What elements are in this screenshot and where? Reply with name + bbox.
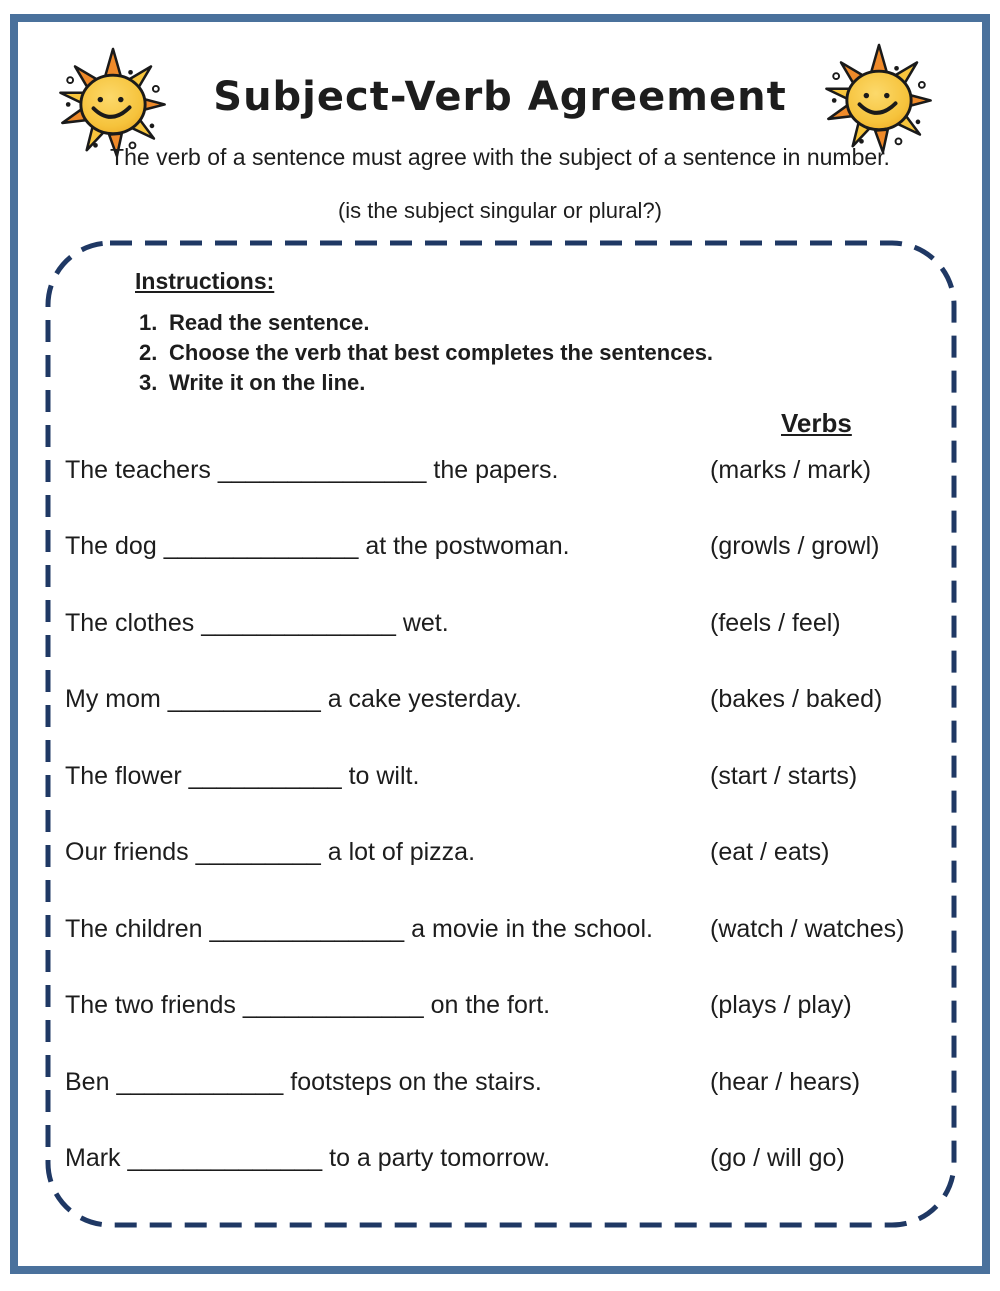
step-text: Read the sentence. bbox=[169, 310, 370, 335]
answer-blank[interactable]: _____________ bbox=[242, 991, 424, 1020]
verb-options: (watch / watches) bbox=[710, 914, 905, 943]
subtitle-rule: The verb of a sentence must agree with the subject of a sentence in number. bbox=[110, 144, 890, 170]
page-title: Subject-Verb Agreement bbox=[213, 74, 787, 120]
sentence-row bbox=[65, 585, 953, 662]
sentence-before: The two friends bbox=[65, 991, 236, 1020]
sentence-before: The dog bbox=[65, 532, 157, 561]
sentence-after: wet. bbox=[402, 608, 449, 637]
instructions-list bbox=[139, 308, 713, 398]
sentence-before: The teachers bbox=[65, 455, 211, 484]
sentence-text bbox=[65, 838, 710, 867]
sentence-text bbox=[65, 1144, 710, 1173]
sentence-after: a movie in the school. bbox=[411, 914, 653, 943]
answer-blank[interactable]: ______________ bbox=[201, 608, 396, 637]
verb-options: (bakes / baked) bbox=[710, 685, 883, 714]
sentence-row bbox=[65, 662, 953, 739]
verb-options: (growls / growl) bbox=[710, 532, 880, 561]
sentence-before: The clothes bbox=[65, 608, 195, 637]
sentence-before: My mom bbox=[65, 685, 161, 714]
sentence-row bbox=[65, 891, 953, 968]
sentence-row bbox=[65, 815, 953, 892]
sentence-after: a cake yesterday. bbox=[327, 685, 522, 714]
sentence-after: the papers. bbox=[433, 455, 559, 484]
answer-blank[interactable]: ___________ bbox=[167, 685, 321, 714]
worksheet-panel bbox=[45, 240, 957, 1228]
sentence-text bbox=[65, 685, 710, 714]
sentence-text bbox=[65, 456, 710, 485]
sentence-after: on the fort. bbox=[430, 991, 551, 1020]
sentence-row bbox=[65, 1121, 953, 1198]
verb-options: (hear / hears) bbox=[710, 1067, 861, 1096]
sentence-after: footsteps on the stairs. bbox=[290, 1067, 542, 1096]
instruction-step bbox=[139, 368, 713, 398]
verb-options: (feels / feel) bbox=[710, 608, 841, 637]
page-frame bbox=[10, 14, 990, 1274]
sentence-after: at the postwoman. bbox=[365, 532, 570, 561]
step-number: 3. bbox=[139, 370, 158, 395]
sentence-before: Our friends bbox=[65, 838, 189, 867]
sentence-row bbox=[65, 1044, 953, 1121]
answer-blank[interactable]: ______________ bbox=[163, 532, 359, 561]
answer-blank[interactable]: ___________ bbox=[188, 761, 342, 790]
sentence-after: to a party tomorrow. bbox=[329, 1144, 551, 1173]
answer-blank[interactable]: _________ bbox=[195, 838, 321, 867]
step-number: 1. bbox=[139, 310, 158, 335]
verb-options: (plays / play) bbox=[710, 991, 852, 1020]
sentence-text bbox=[65, 1068, 710, 1097]
answer-blank[interactable]: _______________ bbox=[217, 455, 427, 484]
sentence-text bbox=[65, 609, 710, 638]
sentence-before: Mark bbox=[65, 1144, 121, 1173]
step-text: Choose the verb that best completes the sentences. bbox=[169, 340, 714, 365]
instructions-heading: Instructions: bbox=[135, 268, 275, 294]
verb-options: (marks / mark) bbox=[710, 455, 872, 484]
instruction-step bbox=[139, 308, 713, 338]
verbs-column-header: Verbs bbox=[781, 408, 852, 438]
sentence-after: a lot of pizza. bbox=[327, 838, 476, 867]
sentence-row bbox=[65, 509, 953, 586]
verb-options: (start / starts) bbox=[710, 761, 858, 790]
step-text: Write it on the line. bbox=[169, 370, 366, 395]
answer-blank[interactable]: ______________ bbox=[127, 1144, 323, 1173]
sentence-text bbox=[65, 991, 710, 1020]
sentence-text bbox=[65, 915, 710, 944]
sentence-rows bbox=[65, 432, 953, 1197]
answer-blank[interactable]: ______________ bbox=[209, 914, 405, 943]
answer-blank[interactable]: ____________ bbox=[116, 1067, 284, 1096]
sentence-row bbox=[65, 432, 953, 509]
sentence-text bbox=[65, 762, 710, 791]
verb-options: (go / will go) bbox=[710, 1144, 845, 1173]
sentence-before: The flower bbox=[65, 761, 182, 790]
step-number: 2. bbox=[139, 340, 158, 365]
instruction-step bbox=[139, 338, 713, 368]
subtitle-question: (is the subject singular or plural?) bbox=[337, 198, 663, 223]
sentence-before: The children bbox=[65, 914, 203, 943]
sentence-before: Ben bbox=[65, 1067, 110, 1096]
verb-options: (eat / eats) bbox=[710, 838, 830, 867]
sentence-text bbox=[65, 532, 710, 561]
sentence-row bbox=[65, 738, 953, 815]
sentence-after: to wilt. bbox=[348, 761, 420, 790]
sentence-row bbox=[65, 968, 953, 1045]
